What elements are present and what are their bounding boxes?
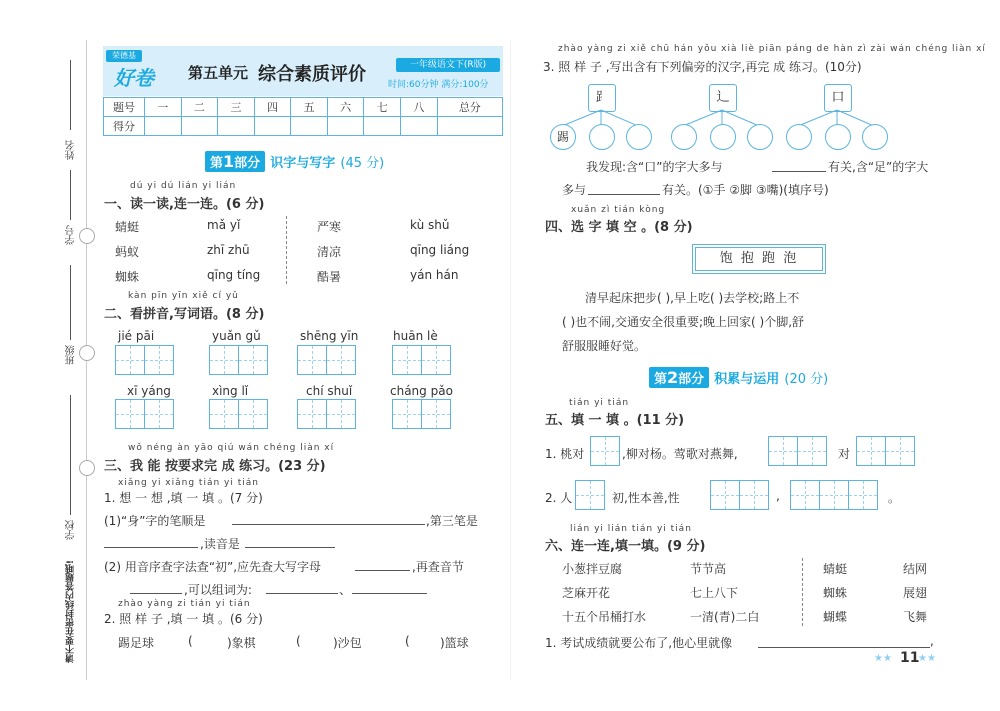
q6-item: 蝴蝶 [823, 610, 848, 624]
q2-pinyin-prompt: yuǎn gǔ [212, 329, 261, 343]
part2-badge-post: 部分 [678, 372, 705, 387]
q6-item: 蜻蜓 [823, 562, 848, 576]
score-table-cell: 二 [181, 98, 218, 117]
answer-blank[interactable] [772, 171, 826, 172]
school-line [70, 395, 72, 515]
q2-pinyin-prompt: xìng lǐ [212, 384, 249, 398]
number-line [70, 170, 72, 220]
q6-item: 飞舞 [903, 610, 928, 624]
q2-writing-grid[interactable] [209, 399, 268, 429]
q2-pinyin: kàn pīn yīn xiě cí yǔ [128, 291, 239, 301]
q5-writing-grid[interactable] [575, 480, 605, 510]
part1-badge-pre: 第 [210, 156, 224, 171]
q6-item: 一清(青)二白 [690, 610, 760, 624]
q6-item: 小葱拌豆腐 [562, 562, 623, 576]
finding-text: 我发现:含“口”的字大多与 [586, 160, 723, 174]
q1-right-pinyin: qīng liáng [410, 243, 470, 257]
q6-item: 七上八下 [690, 586, 739, 600]
finding-text: 多与 [562, 183, 587, 197]
part2-badge [649, 367, 709, 388]
q1-left-word: 蜘蛛 [115, 270, 140, 284]
unit-label: 第五单元 [188, 64, 249, 82]
q4-paragraph: ( )也不闹,交通安全很重要;晚上回家( )个脚,舒 [562, 315, 805, 329]
brand-small: 荣德基 [106, 50, 142, 62]
part2-badge-pre: 第 [654, 372, 668, 387]
q2-pinyin-prompt: chí shuǐ [306, 384, 353, 398]
q2-writing-grid[interactable] [209, 345, 268, 375]
answer-circle[interactable] [862, 124, 888, 150]
q3-sub1-line: (2) 用音序查字法查“初”,应先查大写字母 [104, 560, 322, 574]
answer-blank[interactable] [758, 647, 930, 648]
radical-box: 口 [824, 84, 852, 112]
q1-divider [286, 216, 288, 284]
part1-badge-num: 1 [223, 152, 235, 171]
q3-sub2-pinyin: zhào yàng zi tián yi tián [118, 599, 251, 609]
q1-left-word: 蚂蚁 [115, 245, 140, 259]
q3-sub1-line: ,读音是 [200, 537, 240, 551]
score-input[interactable] [437, 117, 502, 136]
score-input[interactable] [291, 117, 328, 136]
sealing-note: 请不要在密封线内答题哦! [66, 560, 76, 664]
q2-pinyin-prompt: huān lè [393, 329, 438, 343]
q3-pinyin: wǒ néng àn yāo qiú wán chéng liàn xí [128, 443, 335, 453]
example-circle: 踢 [550, 124, 576, 150]
q4-paragraph: 舒服服睡好觉。 [562, 339, 647, 353]
score-table-cell: 四 [254, 98, 291, 117]
q5-line: 。 [888, 491, 901, 505]
time-score-info: 时间:60分钟 满分:100分 [388, 80, 489, 90]
part2-title: 积累与运用 [714, 372, 780, 387]
answer-blank[interactable] [232, 524, 425, 525]
q3-sub2-item: )篮球 [440, 636, 469, 650]
center-fold [510, 40, 511, 680]
score-input[interactable] [401, 117, 438, 136]
q5-writing-grid[interactable] [768, 436, 827, 466]
part1-badge-post: 部分 [234, 156, 261, 171]
radical-box: ⻌ [709, 84, 737, 112]
q2-writing-grid[interactable] [297, 345, 356, 375]
score-table-cell: 三 [218, 98, 255, 117]
q6-title: 六、连一连,填一填。(9 分) [545, 539, 706, 554]
q3-sub2-title: 2. 照 样 子 ,填 一 填 。(6 分) [104, 612, 263, 626]
q5-writing-grid[interactable] [790, 480, 878, 510]
answer-blank[interactable] [130, 593, 182, 594]
q6-divider [802, 558, 804, 626]
q3-sub2-item: ( [188, 634, 193, 648]
q6-last-line: 1. 考试成绩就要公布了,他心里就像 [545, 636, 733, 650]
score-table-cell: 八 [401, 98, 438, 117]
part1-title: 识字与写字 [270, 156, 336, 171]
q1-title: 一、读一读,连一连。(6 分) [104, 197, 265, 212]
score-input[interactable] [254, 117, 291, 136]
grade-badge: 一年级语文下(R版) [396, 58, 500, 72]
q5-line: 初,性本善,性 [612, 491, 680, 505]
q5-line: 1. 桃对 [545, 447, 585, 461]
page-title: 综合素质评价 [258, 64, 366, 85]
q5-writing-grid[interactable] [590, 436, 620, 466]
q6-last-comma: , [930, 634, 934, 648]
q6-item: 节节高 [690, 562, 727, 576]
part1-badge [205, 151, 265, 172]
radical-tree [776, 80, 926, 160]
q3-sub2-item: ( [405, 634, 410, 648]
q2-writing-grid[interactable] [115, 345, 174, 375]
score-table-cell: 题号 [104, 98, 145, 117]
word-choices: 饱 抱 跑 泡 [695, 247, 823, 271]
q1-right-pinyin: kù shǔ [410, 218, 450, 232]
score-table-cell: 总分 [437, 98, 502, 117]
q3-title: 三、我 能 按要求完 成 练习。(23 分) [104, 459, 326, 474]
q1-pinyin: dú yi dú lián yi lián [130, 181, 237, 191]
q5-line: ,柳对杨。莺歌对燕舞, [622, 447, 738, 461]
q1-right-pinyin: yán hán [410, 268, 459, 282]
score-table-cell: 七 [364, 98, 401, 117]
q5-pinyin: tián yi tián [569, 398, 630, 408]
q5-line: 对 [838, 447, 851, 461]
answer-blank[interactable] [266, 593, 338, 594]
q1-left-pinyin: qīng tíng [207, 268, 261, 282]
radical-box: ⻊ [588, 84, 616, 112]
star-decor-icon: ★★ [874, 653, 892, 664]
q5-line: , [776, 489, 780, 503]
finding-text: 有关。(①手 ②脚 ③嘴)(填序号) [662, 183, 829, 197]
q4-title: 四、选 字 填 空 。(8 分) [545, 220, 693, 235]
answer-circle[interactable] [589, 124, 615, 150]
q4-paragraph: 清早起床把步( ),早上吃( )去学校;路上不 [585, 291, 800, 305]
finding-text: 有关,含“足”的字大 [828, 160, 929, 174]
class-line [70, 265, 72, 340]
answer-circle[interactable] [747, 124, 773, 150]
q1-left-word: 蜻蜓 [115, 220, 140, 234]
q3-sub2-item: )象棋 [227, 636, 256, 650]
score-table-cell: 六 [327, 98, 364, 117]
score-table-cell: 得分 [104, 117, 145, 136]
q3-sub1-line: ,再查音节 [412, 560, 464, 574]
answer-blank[interactable] [245, 547, 335, 548]
answer-circle[interactable] [626, 124, 652, 150]
answer-circle[interactable] [825, 124, 851, 150]
q2-writing-grid[interactable] [115, 399, 174, 429]
q2-writing-grid[interactable] [392, 345, 451, 375]
score-input[interactable] [327, 117, 364, 136]
q2-pinyin-prompt: cháng pǎo [390, 384, 453, 398]
part1-heading [205, 151, 384, 172]
number-label: 学号 [66, 225, 77, 245]
answer-circle[interactable] [710, 124, 736, 150]
score-table-cell: 一 [145, 98, 182, 117]
q6-item: 结网 [903, 562, 928, 576]
q4-pinyin: xuǎn zì tián kòng [571, 205, 666, 215]
q3-3-pinyin: zhào yàng zi xiě chū hán yǒu xià liè piān páng de hàn zì zài wán chéng liàn xí [558, 44, 986, 54]
q1-right-word: 清凉 [317, 245, 342, 259]
binding-hole-icon [79, 460, 95, 476]
score-input[interactable] [145, 117, 182, 136]
q6-item: 十五个吊桶打水 [562, 610, 647, 624]
q3-sub1-line: (1)“身”字的笔顺是 [104, 514, 206, 528]
name-label: 姓名 [66, 140, 77, 160]
q3-sub1-line: ,可以组词为: [184, 583, 252, 597]
q6-pinyin: lián yi lián tián yi tián [570, 524, 692, 534]
score-input[interactable] [181, 117, 218, 136]
q3-3-title: 3. 照 样 子 ,写出含有下列偏旁的汉字,再完 成 练习。(10分) [543, 60, 862, 74]
q3-sub2-item: ( [296, 634, 301, 648]
q2-writing-grid[interactable] [392, 399, 451, 429]
q2-pinyin-prompt: xī yáng [127, 384, 171, 398]
q5-writing-grid[interactable] [710, 480, 769, 510]
part1-score: (45 分) [340, 156, 385, 171]
school-label: 学校 [66, 520, 77, 540]
name-line [70, 60, 72, 130]
answer-blank[interactable] [588, 194, 660, 195]
q2-writing-grid[interactable] [297, 399, 356, 429]
q5-title: 五、填 一 填 。(11 分) [545, 413, 685, 428]
q3-sub2-item: 踢足球 [118, 636, 155, 650]
q3-sub1-pinyin: xiǎng yi xiǎng tián yi tián [118, 478, 259, 488]
q1-left-pinyin: zhī zhū [207, 243, 250, 257]
binding-hole-icon [79, 345, 95, 361]
q2-pinyin-prompt: shēng yīn [300, 329, 359, 343]
q1-right-word: 酷暑 [317, 270, 342, 284]
answer-blank[interactable] [352, 593, 427, 594]
q3-sub2-item: )沙包 [333, 636, 362, 650]
q1-left-pinyin: mǎ yǐ [207, 218, 241, 232]
star-decor-icon: ★★ [918, 653, 936, 664]
q3-sub1-line: 、 [339, 583, 352, 597]
binding-hole-icon [79, 228, 95, 244]
answer-blank[interactable] [355, 570, 410, 571]
answer-blank[interactable] [104, 547, 198, 548]
q3-sub1-line: ,第三笔是 [426, 514, 478, 528]
part2-score: (20 分) [784, 372, 829, 387]
part2-heading [649, 367, 828, 388]
class-label: 班级 [66, 345, 77, 365]
q2-pinyin-prompt: jié pāi [118, 329, 155, 343]
score-input[interactable] [364, 117, 401, 136]
page-number: 11 [900, 650, 920, 666]
q6-item: 展翅 [903, 586, 928, 600]
answer-circle[interactable] [671, 124, 697, 150]
word-choice-box [692, 244, 826, 274]
q6-item: 芝麻开花 [562, 586, 611, 600]
q5-writing-grid[interactable] [856, 436, 915, 466]
score-table-cell: 五 [291, 98, 328, 117]
score-input[interactable] [218, 117, 255, 136]
q5-line: 2. 人 [545, 491, 573, 505]
q3-sub1-title: 1. 想 一 想 ,填 一 填 。(7 分) [104, 491, 263, 505]
q6-item: 蜘蛛 [823, 586, 848, 600]
part2-badge-num: 2 [667, 368, 679, 387]
answer-circle[interactable] [786, 124, 812, 150]
q2-title: 二、看拼音,写词语。(8 分) [104, 307, 265, 322]
q1-right-word: 严寒 [317, 220, 342, 234]
score-table [103, 97, 503, 136]
brand-logo: 好卷 [114, 66, 154, 90]
